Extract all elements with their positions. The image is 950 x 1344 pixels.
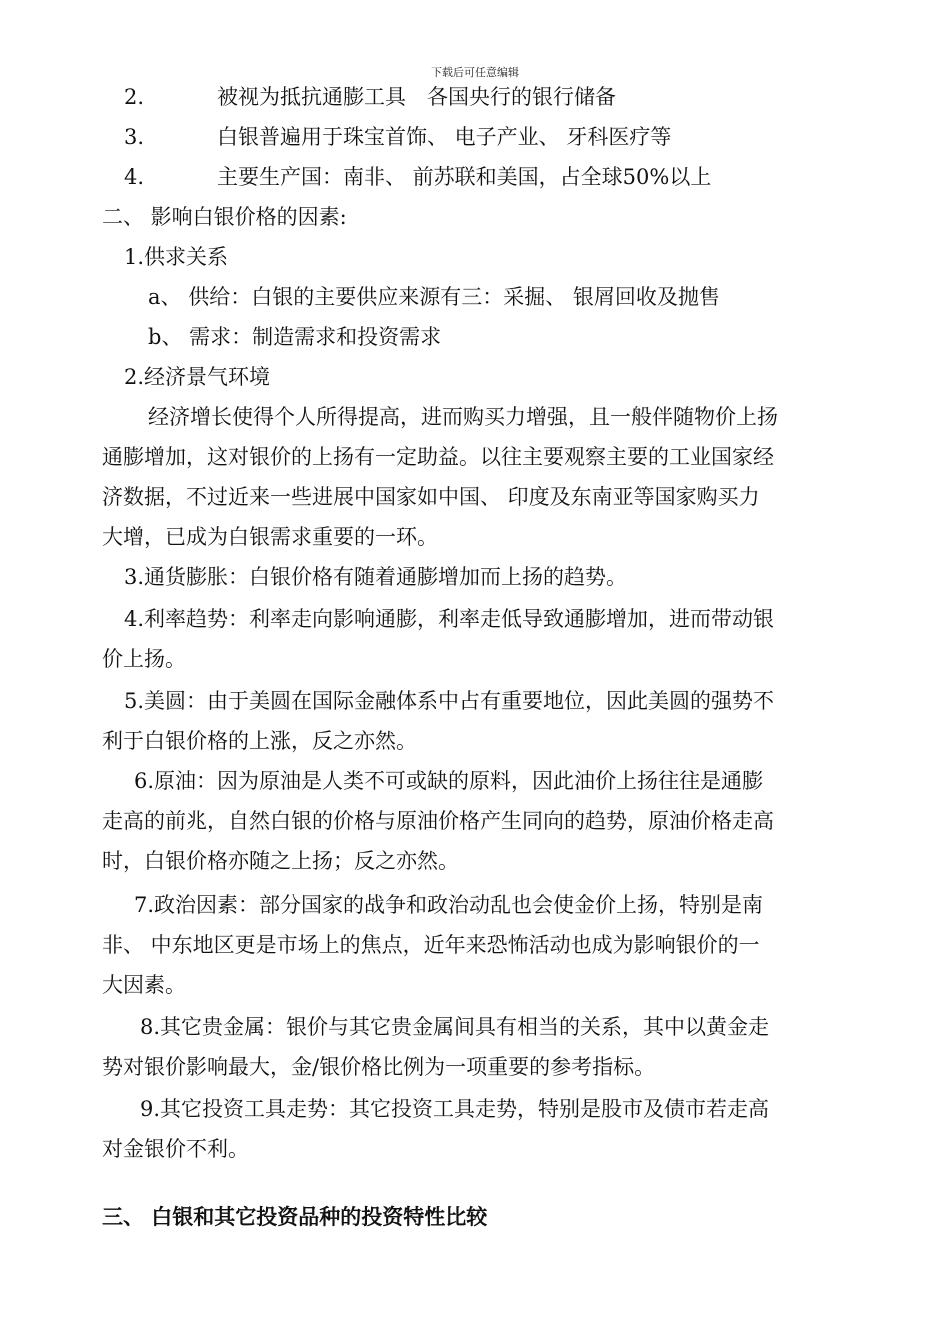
page-header: 下载后可任意编辑 <box>431 66 519 79</box>
paragraph-line: 对金银价不利。 <box>102 1137 249 1161</box>
list-item-number: 3. <box>124 125 145 149</box>
list-item-number: 2. <box>124 85 145 109</box>
paragraph-line: 价上扬。 <box>102 647 186 671</box>
paragraph-line: 走高的前兆，自然白银的价格与原油价格产生同向的趋势，原油价格走高 <box>102 809 774 833</box>
paragraph-line: 3.通货膨胀：白银价格有随着通膨增加而上扬的趋势。 <box>124 565 628 589</box>
paragraph-line: 势对银价影响最大，金/银价格比例为一项重要的参考指标。 <box>102 1055 656 1079</box>
paragraph-line: 4.利率趋势：利率走向影响通膨，利率走低导致通膨增加，进而带动银 <box>124 607 775 631</box>
paragraph-line: 1.供求关系 <box>124 245 229 269</box>
paragraph-line: 经济增长使得个人所得提高，进而购买力增强，且一般伴随物价上扬 <box>148 405 778 429</box>
list-item-text: 主要生产国：南非、 前苏联和美国，占全球50%以上 <box>217 165 712 189</box>
paragraph-line: a、 供给：白银的主要供应来源有三：采掘、 银屑回收及抛售 <box>148 285 720 309</box>
paragraph-line: b、 需求：制造需求和投资需求 <box>148 325 442 349</box>
list-item-number: 4. <box>124 165 145 189</box>
paragraph-line: 2.经济景气环境 <box>124 365 271 389</box>
list-item-text: 被视为抵抗通膨工具 各国央行的银行储备 <box>217 85 616 109</box>
paragraph-line: 7.政治因素：部分国家的战争和政治动乱也会使金价上扬，特别是南 <box>134 893 764 917</box>
paragraph-line: 通膨增加，这对银价的上扬有一定助益。以往主要观察主要的工业国家经 <box>102 445 774 469</box>
paragraph-line: 时，白银价格亦随之上扬；反之亦然。 <box>102 849 459 873</box>
paragraph-line: 济数据，不过近来一些进展中国家如中国、 印度及东南亚等国家购买力 <box>102 485 760 509</box>
paragraph-line: 9.其它投资工具走势：其它投资工具走势，特别是股市及债市若走高 <box>140 1097 770 1121</box>
paragraph-line: 8.其它贵金属：银价与其它贵金属间具有相当的关系，其中以黄金走 <box>140 1015 770 1039</box>
paragraph-line: 5.美圆：由于美圆在国际金融体系中占有重要地位，因此美圆的强势不 <box>124 689 775 713</box>
paragraph-line: 非、 中东地区更是市场上的焦点，近年来恐怖活动也成为影响银价的一 <box>102 933 760 957</box>
paragraph-line: 6.原油：因为原油是人类不可或缺的原料，因此油价上扬往往是通膨 <box>134 769 764 793</box>
section-heading: 三、 白银和其它投资品种的投资特性比较 <box>102 1204 488 1229</box>
section-heading: 二、 影响白银价格的因素: <box>102 205 347 229</box>
paragraph-line: 大因素。 <box>102 973 186 997</box>
list-item-text: 白银普遍用于珠宝首饰、 电子产业、 牙科医疗等 <box>217 125 672 149</box>
paragraph-line: 利于白银价格的上涨，反之亦然。 <box>102 729 417 753</box>
paragraph-line: 大增，已成为白银需求重要的一环。 <box>102 525 438 549</box>
